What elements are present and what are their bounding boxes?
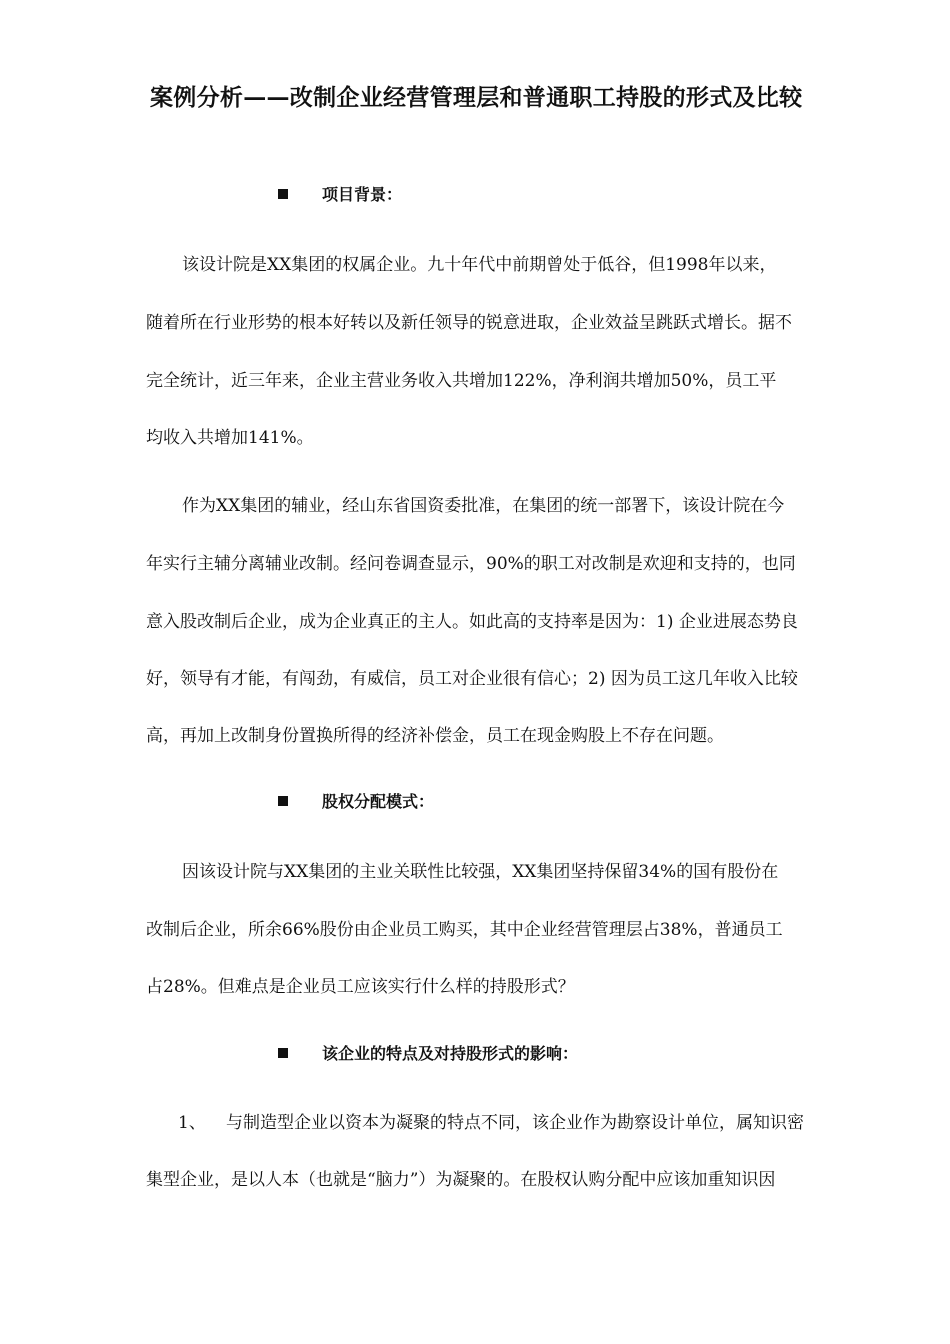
item-number: 1、: [178, 1113, 206, 1133]
paragraph-line: 集型企业，是以人本（也就是“脑力”）为凝聚的。在股权认购分配中应该加重知识因: [146, 1170, 776, 1190]
numbered-item-first-line: [146, 1110, 804, 1136]
paragraph-line: 随着所在行业形势的根本好转以及新任领导的锐意进取，企业效益呈跳跃式增长。据不: [146, 313, 792, 333]
paragraph-line: 年实行主辅分离辅业改制。经问卷调查显示，90%的职工对改制是欢迎和支持的，也同: [146, 554, 796, 574]
document-title: 案例分析——改制企业经营管理层和普通职工持股的形式及比较: [150, 84, 803, 111]
square-bullet-icon: [278, 796, 288, 806]
paragraph-line: 完全统计，近三年来，企业主营业务收入共增加122%，净利润共增加50%，员工平: [146, 371, 777, 391]
paragraph-line: 与制造型企业以资本为凝聚的特点不同，该企业作为勘察设计单位，属知识密: [226, 1113, 804, 1133]
section-heading-characteristics: [278, 1042, 578, 1066]
square-bullet-icon: [278, 1048, 288, 1058]
paragraph-line: 作为XX集团的辅业，经山东省国资委批准，在集团的统一部署下，该设计院在今: [182, 496, 785, 516]
section-heading-text: 股权分配模式：: [322, 792, 435, 811]
square-bullet-icon: [278, 189, 288, 199]
section-heading-equity-model: [278, 790, 434, 814]
section-heading-text: 该企业的特点及对持股形式的影响：: [322, 1044, 579, 1063]
paragraph-line: 意入股改制后企业，成为企业真正的主人。如此高的支持率是因为：1) 企业进展态势良: [146, 612, 798, 632]
paragraph-line: 改制后企业，所余66%股份由企业员工购买，其中企业经营管理层占38%，普通员工: [146, 920, 783, 940]
section-heading-background: [278, 183, 402, 207]
paragraph-line: 该设计院是XX集团的权属企业。九十年代中前期曾处于低谷，但1998年以来，: [182, 255, 777, 275]
paragraph-line: 高，再加上改制身份置换所得的经济补偿金，员工在现金购股上不存在问题。: [146, 726, 724, 746]
paragraph-line: 因该设计院与XX集团的主业关联性比较强，XX集团坚持保留34%的国有股份在: [182, 862, 779, 882]
paragraph-line: 占28%。但难点是企业员工应该实行什么样的持股形式？: [146, 977, 575, 997]
paragraph-line: 好，领导有才能，有闯劲，有威信，员工对企业很有信心；2) 因为员工这几年收入比较: [146, 669, 798, 689]
paragraph-line: 均收入共增加141%。: [146, 428, 314, 448]
section-heading-text: 项目背景：: [322, 185, 403, 204]
